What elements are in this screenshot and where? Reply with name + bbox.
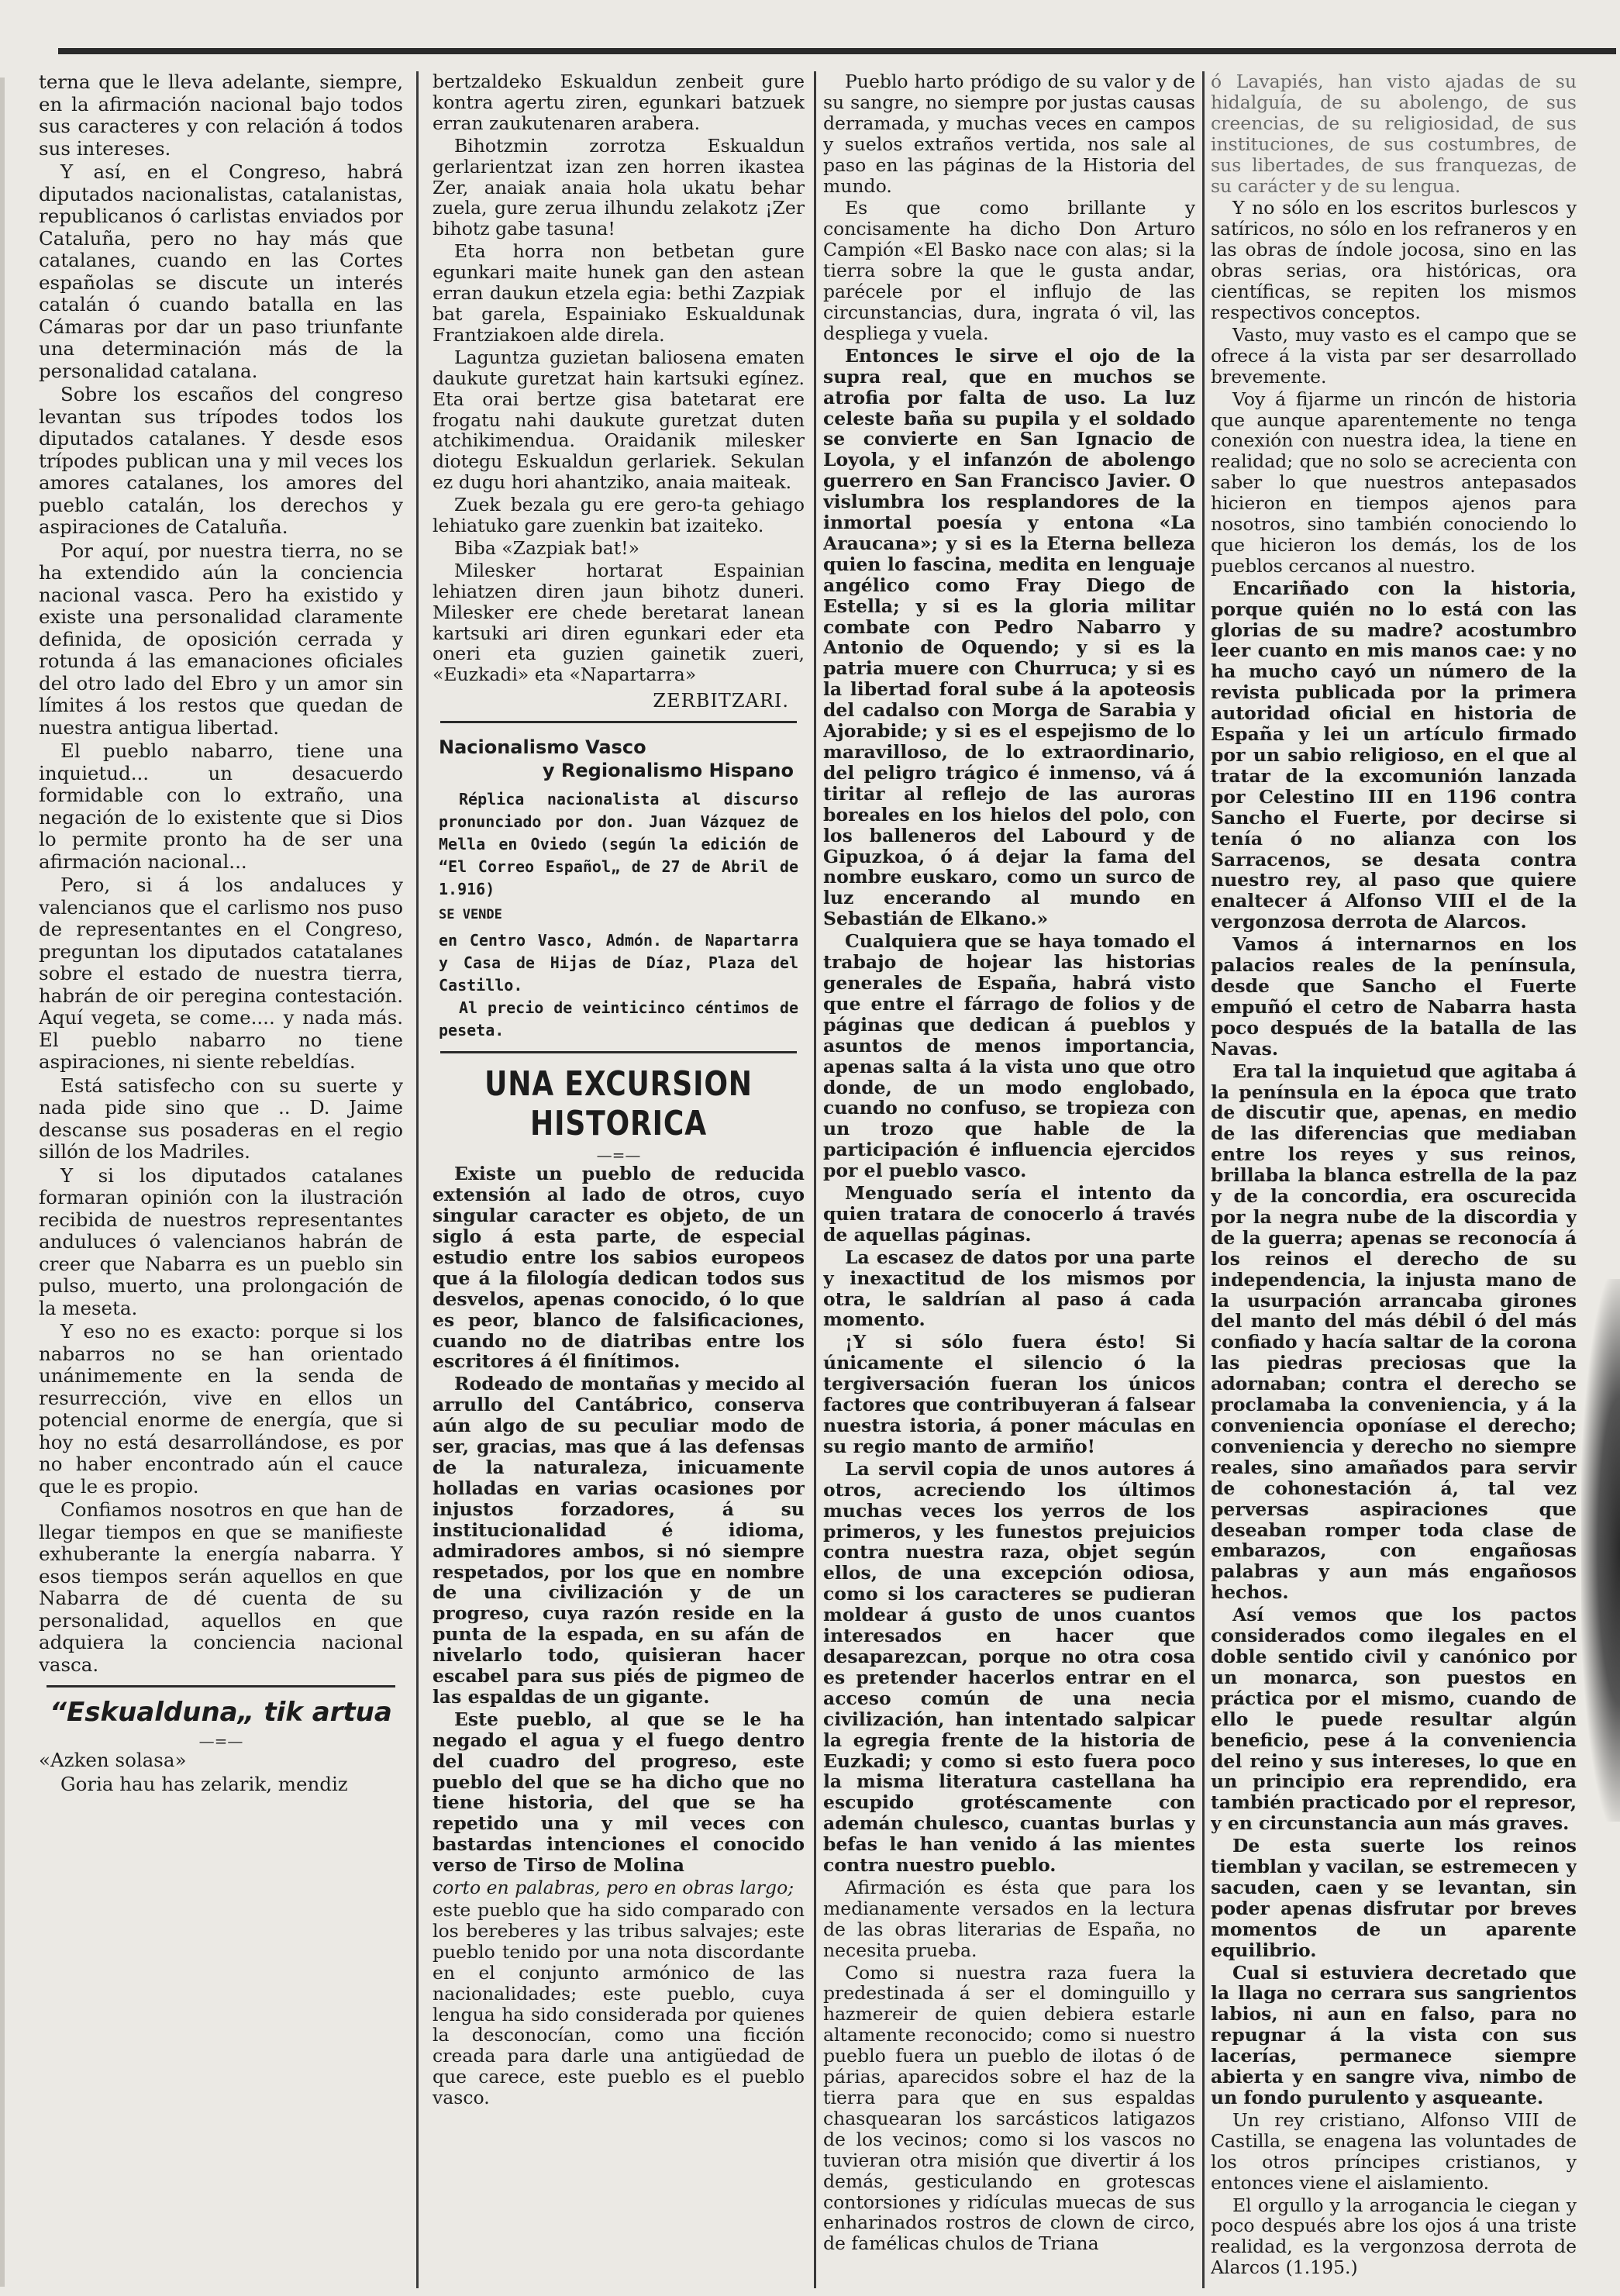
paragraph: Este pueblo, al que se le ha negado el agua y el fuego dentro del cuadro del progreso, este pueblo del que se ha dicho que no tiene historia, del que se ha repetido una y mil veces con bastardas intenciones el conocido verso de Tirso de Molina	[433, 1708, 805, 1877]
ad-price: Al precio de veinticinco céntimos de peseta.	[439, 998, 798, 1040]
paragraph: terna que le lleva adelante, siempre, en la afirmación nacional bajo todos sus caracteres y con relación á todos sus intereses.	[39, 71, 403, 160]
paragraph: Rodeado de montañas y mecido al arrullo del Cantábrico, conserva aún algo de su peculiar modo de ser, gracias, mas que á las defensas de la naturaleza, inicuamente holladas en varias ocasiones por injustos forzadores, á su institucionalidad é idioma, admiradores ambos, si nó siempre respetados, por los que en nombre de una civilización y de un progreso, cuya razón reside en la punta de la espada, en su afán de nivelarlo todo, quisieran hacer escabel para sus piés de pigmeo de las espaldas de un gigante.	[433, 1373, 805, 1708]
paragraph: Está satisfecho con su suerte y nada pide sino que .. D. Jaime descanse sus posaderas en el regio sillón de los Madriles.	[39, 1074, 403, 1163]
column-4	[1211, 71, 1577, 2288]
paragraph: El pueblo nabarro, tiene una inquietud... un desacuerdo formidable con lo extraño, una negación de lo existente que si Dios lo permite pronto ha de ser una afirmación nacional...	[39, 739, 403, 873]
paragraph: Y así, en el Congreso, habrá diputados nacionalistas, catalanistas, republicanos ó carlistas enviados por Cataluña, pero no hay más que catalanes, cuando en las Cortes españolas se discute un interés catalán ó cuando batalla en las Cámaras por dar un paso triunfante una determinación más de la personalidad catalana.	[39, 160, 403, 382]
paragraph: Biba «Zazpiak bat!»	[454, 536, 640, 559]
paragraph: Cualquiera que se haya tomado el trabajo de hojear las historias generales de España, habrá visto que entre el fárrago de folios y de páginas que dedican á pueblos y asuntos de menos importancia, apenas salta á la vista uno que otro donde, de un modo englobado, cuando no confuso, se tropieza con un trozo que hable de la participación é influencia ejercidos por el pueblo vasco.	[823, 930, 1195, 1182]
ad-subtitle: y Regionalismo Hispano	[542, 760, 794, 782]
paragraph: Un rey cristiano, Alfonso VIII de Castilla, se enagena las voluntades de los otros príncipes cristianos, y entonces viene el aislamiento.	[1211, 2108, 1577, 2194]
paragraph: bertzaldeko Eskualdun zenbeit gure kontra agertu ziren, egunkari batzuek erran zaukutenaren arabera.	[433, 71, 805, 134]
ad-title: Nacionalismo Vasco	[439, 736, 646, 759]
paragraph: Como si nuestra raza fuera la predestinada á ser el dominguillo y hazmereir de quien debiera estarle altamente reconocido; como si nuestro pueblo fuera un pueblo de ilotas ó de párias, aparecidos sobre el haz de la tierra para que en sus espaldas chasquearan los sarcásticos latigazos de los vecinos; como si los vascos no tuvieran otra misión que divertir á los demás, gesticulando en grotescas contorsiones y ridículas muecas de sus enharinados rostros de clown de circo, de famélicas chulos de Triana	[823, 1961, 1195, 2255]
paragraph: Bihotzmin zorrotza Eskualdun gerlarientzat izan zen horren ikastea Zer, anaiak anaia hola ukatu behar zuela, gure zerua ilhundu zelakotz ¡Zer bihotz gabe tasuna!	[433, 134, 805, 240]
column-2	[433, 71, 805, 2288]
paragraph: Existe un pueblo de reducida extensión al lado de otros, cuyo singular caracter es objeto, de un siglo á esta parte, de especial estudio entre los sabios europeos que á la filología dedican todos sus desvelos, apenas conocido, ó lo que es peor, blanco de falsificaciones, cuando no de diatribas entre los escritores á él finítimos.	[433, 1163, 805, 1373]
page-edge-shadow	[1581, 1279, 1620, 1822]
column-3	[823, 71, 1195, 2288]
paragraph: El orgullo y la arrogancia le ciegan y poco después abre los ojos á una triste realidad, es la vergonzosa derrota de Alarcos (1.195.)	[1211, 2194, 1577, 2279]
paragraph: Menguado sería el intento da quien tratara de conocerlo á través de aquellas páginas.	[823, 1182, 1195, 1246]
column-rule	[814, 71, 816, 2288]
paragraph: Laguntza guzietan baliosena ematen daukute guretzat hain kartsuki egínez. Eta orai bertze gisa batetarat ere frogatu nahi daukute guretzat duten atchikimendua. Oraidanik milesker diotegu Eskualdun gerlariek. Sekulan ez dugu hori ahantziko, anaia maiteak.	[433, 346, 805, 494]
paragraph: Pero, si á los andaluces y valencianos que el carlismo nos puso de representantes en el Congreso, preguntan los diputados catatalanes sobre el estado de nuestra tierra, habrán de oir peregina contestación. Aquí vegeta, se come.... y nada más. El pueblo nabarro no tiene aspiraciones, ni siente rebeldías.	[39, 874, 403, 1073]
signature: ZERBITZARI.	[653, 690, 789, 712]
ad-location: en Centro Vasco, Admón. de Napartarra y Casa de Hijas de Díaz, Plaza del Castillo.	[439, 931, 798, 995]
paragraph: Entonces le sirve el ojo de la supra real, que en muchos se atrofia por falta de uso. La luz celeste baña su pupila y el soldado se convierte en San Ignacio de Loyola, y el infanzón de abolengo guerrero en San Francisco Javier. O vislumbra los resplandores de la inmortal poesía y entona «La Araucana»; y si es la Eterna belleza quien lo fascina, medita en lenguaje angélico como Fray Diego de Estella; y si es la gloria militar combate con Pedro Nabarro y Antonio de Oquendo; y si es la patria muere con Churruca; y si es la libertad foral sube á la apoteosis del cadalso con Morga de Sarabia y Ajorabide; y si es el espejismo de lo maravilloso, de lo extraordinario, del peligro trágico é inmenso, vá á tiritar al reflejo de las auroras boreales en los hielos del polo, con los balleneros del Labourd y de Gipuzkoa, ó á dejar la fama del nombre euskaro, como un surco de luz encerando al mundo en Sebastián de Elkano.»	[823, 344, 1195, 930]
paragraph: De esta suerte los reinos tiemblan y vacilan, se estremecen y sacuden, caen y se levantan, sin poder apenas disfrutar por breves momentos de un aparente equilibrio.	[1211, 1835, 1577, 1961]
paragraph: Y si los diputados catalanes formaran opinión con la ilustración recibida de nuestros representantes anduluces ó valencianos habrán de creer que Nabarra es un pueblo sin pulso, muerto, una prolongación de la meseta.	[39, 1164, 403, 1319]
column-1	[39, 71, 403, 2288]
page-edge-shadow	[0, 78, 5, 2287]
section-divider	[47, 1685, 395, 1688]
paragraph: La servil copia de unos autores á otros, acreciendo los últimos muchas veces los yerros de los primeros, y les funestos prejuicios contra nuestra raza, objet según ellos, de una excepción odiosa, como si los caracteres se pudieran moldear á gusto de unos cuantos interesados en hacer que desaparezcan, porque no otra cosa es pretender hacerlos entrar en el acceso común de una necia civilización, han intentado salpicar la egregia frente de la historia de Euzkadi; y como si esto fuera poco la misma literatura castellana ha escupido grotéscamente con ademán chulesco, cuantas burlas y befas le han venido á las mientes contra nuestro pueblo.	[823, 1457, 1195, 1877]
article-subtitle: «Azken solasa»	[39, 1749, 187, 1771]
column-rule	[1202, 71, 1205, 2288]
column-rule	[416, 71, 419, 2288]
ad-description: Réplica nacionalista al discurso pronunciado por don. Juan Vázquez de Mella en Oviedo (según la edición de “El Correo Español„ de 27 de Abril de 1.916)	[439, 790, 798, 899]
paragraph: Vasto, muy vasto es el campo que se ofrece á la vista par ser desarrollado brevemente.	[1211, 323, 1577, 388]
paragraph: Es que como brillante y concisamente ha dicho Don Arturo Campión «El Basko nace con alas; si la tierra sobre la que le gusta andar, parécele por el influjo de las circunstancias, dura, ingrata ó vil, las despliega y vuela.	[823, 197, 1195, 344]
title-ornament: —=—	[596, 1146, 641, 1165]
advertisement	[433, 733, 805, 1042]
paragraph: Sobre los escaños del congreso levantan sus trípodes todos los diputados catalanes. Y desde esos trípodes publican una y mil veces los amores catalanes, los amores del pueblo catalán, los derechos y aspiraciones de Cataluña.	[39, 383, 403, 538]
paragraph: Confiamos nosotros en que han de llegar tiempos en que se manifieste exhuberante la energía nabarra. Y esos tiempos serán aquellos en que Nabarra de dé cuenta de su personalidad, aquellos en que adquiera la conciencia nacional vasca.	[39, 1498, 403, 1676]
paragraph: Eta horra non betbetan gure egunkari maite hunek gan den astean erran daukun etzela egia: bethi Zazpiak bat garela, Espainiako Eskualdunak Frantziakoen alde direla.	[433, 240, 805, 346]
paragraph: ó Lavapiés, han visto ajadas de su hidalguía, de su abolengo, de sus creencias, de su religiosidad, de sus instituciones, de sus costumbres, de sus libertades, de sus franquezas, de su carácter y de su lengua.	[1211, 71, 1577, 197]
paragraph: La escasez de datos por una parte y inexactitud de los mismos por otra, le saldrían al paso á cada momento.	[823, 1246, 1195, 1331]
quoted-verse: corto en palabras, pero en obras largo;	[433, 1877, 794, 1899]
article-title: “Eskualduna„ tik artua	[50, 1697, 392, 1728]
paragraph: Zuek bezala gu ere gero-ta gehiago lehiatuko gare zuenkin bat izaiteko.	[433, 494, 805, 537]
paragraph: Milesker hortarat Espainian lehiatzen diren jaun bihotz duneri. Milesker ere chede beretarat lanean kartsuki ari diren egunkari eder eta oneri eta guzien gainetik zueri, «Euzkadi» eta «Napartarra»	[433, 559, 805, 686]
ad-label: SE VENDE	[439, 907, 502, 923]
paragraph: Y no sólo en los escritos burlescos y satíricos, no sólo en los refraneros y en las obras de índole jocosa, sino en las obras serias, ora históricas, ora científicas, se repiten los mismos respectivos conceptos.	[1211, 197, 1577, 323]
top-rule	[58, 48, 1616, 54]
paragraph: Así vemos que los pactos considerados como ilegales en el doble sentido civil y canónico por un monarca, son puestos en práctica por el mismo, cuando de ello le puede resultar algún beneficio, pese á la conveniencia del reino y sus intereses, lo que en un principio era reprendido, era también practicado por el represor, y en circunstancia aun más graves.	[1211, 1604, 1577, 1835]
section-divider	[440, 1051, 797, 1053]
paragraph: Y eso no es exacto: porque si los nabarros no se han orientado unánimemente en la senda de resurrección, vive en ellos un potencial enorme de energía, que si hoy no está desarrollándose, es por no haber encontrado aún el cauce que le es propio.	[39, 1320, 403, 1498]
title-ornament: —=—	[198, 1732, 243, 1750]
paragraph: Era tal la inquietud que agitaba á la península en la época que trato de discutir que, apenas, en medio de las diferencias que mediaban entre los reyes y sus reinos, brillaba la blanca estrella de la paz y de la concordia, era oscurecida por la negra nube de la discordia y de la guerra; apenas se reconocía á los reinos el derecho de su independencia, la injusta mano de la usurpación arrancaba girones del manto del más débil ó del más confiado y hacía saltar de la corona las piedras preciosas que la adornaban; contra el derecho se proclamaba la conveniencia, y á la conveniencia oponíase el derecho; conveniencia y derecho no siempre reales, sino amañados para servir de cohonestación á, tal vez perversas aspiraciones que deseaban romper toda clase de embarazos, con engañosas palabras y aun más engañosos hechos.	[1211, 1060, 1577, 1604]
paragraph: Por aquí, por nuestra tierra, no se ha extendido aún la conciencia nacional vasca. Pero ha existido y existe una personalidad claramente definida, de oposición cerrada y rotunda á las emanaciones oficiales del otro lado del Ebro y un amor sin límites á los restos que quedan de nuestra antigua libertad.	[39, 539, 403, 739]
article-title: UNA EXCURSION HISTORICA	[484, 1064, 753, 1144]
paragraph: Cual si estuviera decretado que la llaga no cerrara sus sangrientos labios, ni aun en falso, para no repugnar á la vista con sus lacerías, permanece siempre abierta y en sangre viva, nimbo de un fondo purulento y asqueante.	[1211, 1961, 1577, 2108]
section-divider	[440, 721, 797, 723]
paragraph: Goria hau has zelarik, mendiz	[60, 1772, 348, 1795]
paragraph: Pueblo harto pródigo de su valor y de su sangre, no siempre por justas causas derramada, y muchas veces en campos y suelos extraños vertida, nos sale al paso en las páginas de la Historia del mundo.	[823, 71, 1195, 197]
paragraph: Encariñado con la historia, porque quién no lo está con las glorias de su madre? acostumbro leer cuanto en mis manos cae: y no ha mucho cayó un número de la revista publicada por la primera autoridad oficial en historia de España y lei un artículo firmado por un sabio religioso, en el que al tratar de la excomunión lanzada por Celestino III en 1196 contra Sancho el Fuerte, por decirse si tenía ó no alianza con los Sarracenos, se desata contra nuestro rey, al paso que quiere enaltecer á Alfonso VIII el de la vergonzosa derrota de Alarcos.	[1211, 577, 1577, 933]
paragraph: Afirmación es ésta que para los medianamente versados en la lectura de las obras literarias de España, no necesita prueba.	[823, 1876, 1195, 1961]
paragraph: Voy á fijarme un rincón de historia que aunque aparentemente no tenga conexión con nuestra idea, la tiene en realidad; que no solo se acrecienta con saber lo que nuestros antepasados hicieron en tiempos ajenos para nosotros, sino también conociendo lo que hicieron los demás, los de los pueblos cercanos al nuestro.	[1211, 388, 1577, 577]
paragraph: este pueblo que ha sido comparado con los bereberes y las tribus salvajes; este pueblo tenido por una nota discordante en el conjunto armónico de las nacionalidades; este pueblo, cuya lengua ha sido considerada por quienes la desconocían, como una ficción creada para darle una antigüedad de que carece, este pueblo es el pueblo vasco.	[433, 1899, 805, 2109]
paragraph: Vamos á internarnos en los palacios reales de la península, desde que Sancho el Fuerte empuñó el cetro de Nabarra hasta poco después de la batalla de las Navas.	[1211, 933, 1577, 1060]
paragraph: ¡Y si sólo fuera ésto! Si únicamente el silencio ó la tergiversación fueran los únicos factores que contribuyeran á falsear nuestra istoria, á poner máculas en su regio manto de armiño!	[823, 1331, 1195, 1457]
